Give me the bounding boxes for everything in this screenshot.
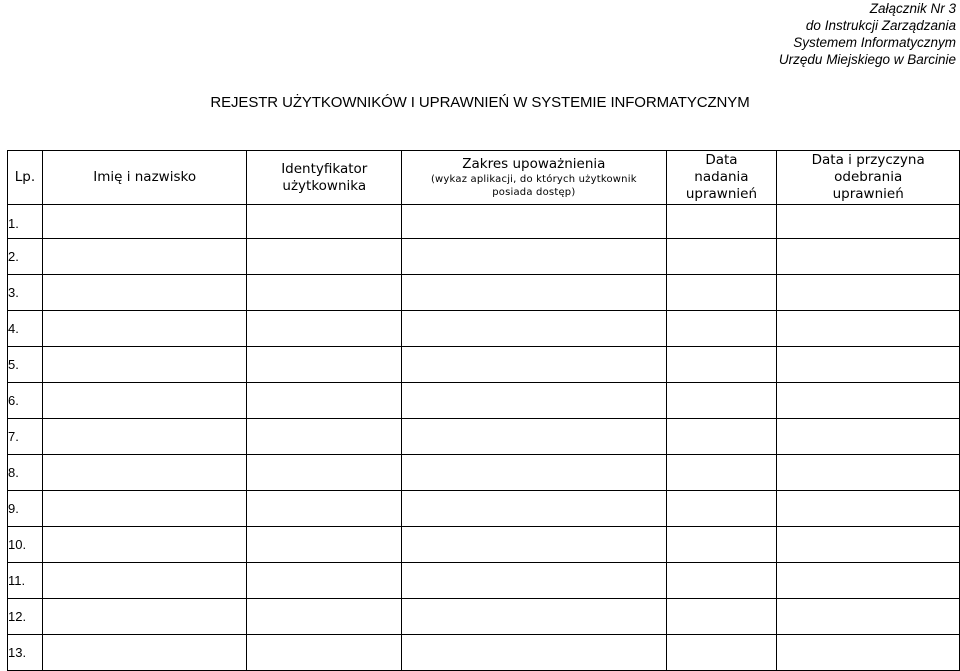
header-scope: Zakres upoważnienia (wykaz aplikacji, do których użytkownik posiada dostęp) bbox=[402, 151, 666, 205]
user-id-cell[interactable] bbox=[247, 491, 402, 527]
header-user-id: Identyfikator użytkownika bbox=[247, 151, 402, 205]
table-row bbox=[8, 275, 960, 311]
attachment-office: Urzędu Miejskiego w Barcinie bbox=[778, 52, 956, 67]
scope-cell[interactable] bbox=[402, 275, 666, 311]
date-revoked-cell[interactable] bbox=[777, 239, 960, 275]
name-cell[interactable] bbox=[42, 419, 246, 455]
name-cell[interactable] bbox=[42, 239, 246, 275]
table-row bbox=[8, 347, 960, 383]
name-cell[interactable] bbox=[42, 383, 246, 419]
date-granted-cell[interactable] bbox=[666, 527, 777, 563]
user-id-cell[interactable] bbox=[247, 205, 402, 239]
user-id-cell[interactable] bbox=[247, 275, 402, 311]
scope-cell[interactable] bbox=[402, 491, 666, 527]
user-id-cell[interactable] bbox=[247, 599, 402, 635]
date-granted-cell[interactable] bbox=[666, 205, 777, 239]
scope-cell[interactable] bbox=[402, 205, 666, 239]
user-id-cell[interactable] bbox=[247, 455, 402, 491]
table-row bbox=[8, 635, 960, 671]
row-number: 12. bbox=[8, 599, 43, 635]
name-cell[interactable] bbox=[42, 205, 246, 239]
attachment-number: Załącznik Nr 3 bbox=[869, 1, 956, 16]
date-revoked-cell[interactable] bbox=[777, 455, 960, 491]
user-register-table bbox=[7, 150, 960, 671]
name-cell[interactable] bbox=[42, 275, 246, 311]
attachment-instruction: do Instrukcji Zarządzania bbox=[805, 18, 956, 33]
date-granted-cell[interactable] bbox=[666, 635, 777, 671]
scope-cell[interactable] bbox=[402, 419, 666, 455]
user-id-cell[interactable] bbox=[247, 419, 402, 455]
scope-cell[interactable] bbox=[402, 311, 666, 347]
user-id-cell[interactable] bbox=[247, 527, 402, 563]
date-revoked-cell[interactable] bbox=[777, 527, 960, 563]
scope-cell[interactable] bbox=[402, 563, 666, 599]
date-revoked-cell[interactable] bbox=[777, 491, 960, 527]
name-cell[interactable] bbox=[42, 635, 246, 671]
row-number: 8. bbox=[8, 455, 43, 491]
scope-cell[interactable] bbox=[402, 383, 666, 419]
date-granted-cell[interactable] bbox=[666, 455, 777, 491]
table-row bbox=[8, 455, 960, 491]
page-title: REJESTR UŻYTKOWNIKÓW I UPRAWNIEŃ W SYSTEMIE INFORMATYCZNYM bbox=[210, 94, 750, 111]
row-number: 11. bbox=[8, 563, 43, 599]
user-id-cell[interactable] bbox=[247, 239, 402, 275]
table-row bbox=[8, 239, 960, 275]
row-number: 6. bbox=[8, 383, 43, 419]
row-number: 1. bbox=[8, 205, 43, 239]
date-granted-cell[interactable] bbox=[666, 275, 777, 311]
date-granted-cell[interactable] bbox=[666, 347, 777, 383]
date-granted-cell[interactable] bbox=[666, 563, 777, 599]
attachment-system: Systemem Informatycznym bbox=[793, 35, 956, 50]
date-revoked-cell[interactable] bbox=[777, 383, 960, 419]
row-number: 10. bbox=[8, 527, 43, 563]
table-row bbox=[8, 599, 960, 635]
name-cell[interactable] bbox=[42, 311, 246, 347]
name-cell[interactable] bbox=[42, 491, 246, 527]
date-granted-cell[interactable] bbox=[666, 239, 777, 275]
attachment-note bbox=[779, 0, 956, 68]
row-number: 3. bbox=[8, 275, 43, 311]
date-granted-cell[interactable] bbox=[666, 491, 777, 527]
user-id-cell[interactable] bbox=[247, 635, 402, 671]
header-date-granted: Data nadania uprawnień bbox=[666, 151, 777, 205]
scope-cell[interactable] bbox=[402, 635, 666, 671]
user-id-cell[interactable] bbox=[247, 563, 402, 599]
table-row bbox=[8, 491, 960, 527]
name-cell[interactable] bbox=[42, 455, 246, 491]
table-row bbox=[8, 311, 960, 347]
row-number: 9. bbox=[8, 491, 43, 527]
table-header-row bbox=[8, 151, 960, 205]
date-revoked-cell[interactable] bbox=[777, 205, 960, 239]
table-row bbox=[8, 563, 960, 599]
header-name: Imię i nazwisko bbox=[42, 151, 246, 205]
user-id-cell[interactable] bbox=[247, 347, 402, 383]
header-date-revoked: Data i przyczyna odebrania uprawnień bbox=[777, 151, 960, 205]
date-revoked-cell[interactable] bbox=[777, 563, 960, 599]
date-granted-cell[interactable] bbox=[666, 311, 777, 347]
row-number: 2. bbox=[8, 239, 43, 275]
name-cell[interactable] bbox=[42, 599, 246, 635]
user-id-cell[interactable] bbox=[247, 383, 402, 419]
date-revoked-cell[interactable] bbox=[777, 419, 960, 455]
name-cell[interactable] bbox=[42, 347, 246, 383]
date-revoked-cell[interactable] bbox=[777, 599, 960, 635]
date-revoked-cell[interactable] bbox=[777, 635, 960, 671]
date-revoked-cell[interactable] bbox=[777, 275, 960, 311]
date-granted-cell[interactable] bbox=[666, 419, 777, 455]
table-row bbox=[8, 205, 960, 239]
scope-cell[interactable] bbox=[402, 239, 666, 275]
name-cell[interactable] bbox=[42, 527, 246, 563]
row-number: 13. bbox=[8, 635, 43, 671]
date-granted-cell[interactable] bbox=[666, 599, 777, 635]
row-number: 4. bbox=[8, 311, 43, 347]
name-cell[interactable] bbox=[42, 563, 246, 599]
date-granted-cell[interactable] bbox=[666, 383, 777, 419]
date-revoked-cell[interactable] bbox=[777, 347, 960, 383]
scope-cell[interactable] bbox=[402, 599, 666, 635]
header-lp: Lp. bbox=[8, 151, 43, 205]
user-id-cell[interactable] bbox=[247, 311, 402, 347]
scope-cell[interactable] bbox=[402, 455, 666, 491]
table-row bbox=[8, 419, 960, 455]
row-number: 5. bbox=[8, 347, 43, 383]
table-row bbox=[8, 383, 960, 419]
row-number: 7. bbox=[8, 419, 43, 455]
scope-cell[interactable] bbox=[402, 527, 666, 563]
table-row bbox=[8, 527, 960, 563]
scope-cell[interactable] bbox=[402, 347, 666, 383]
date-revoked-cell[interactable] bbox=[777, 311, 960, 347]
